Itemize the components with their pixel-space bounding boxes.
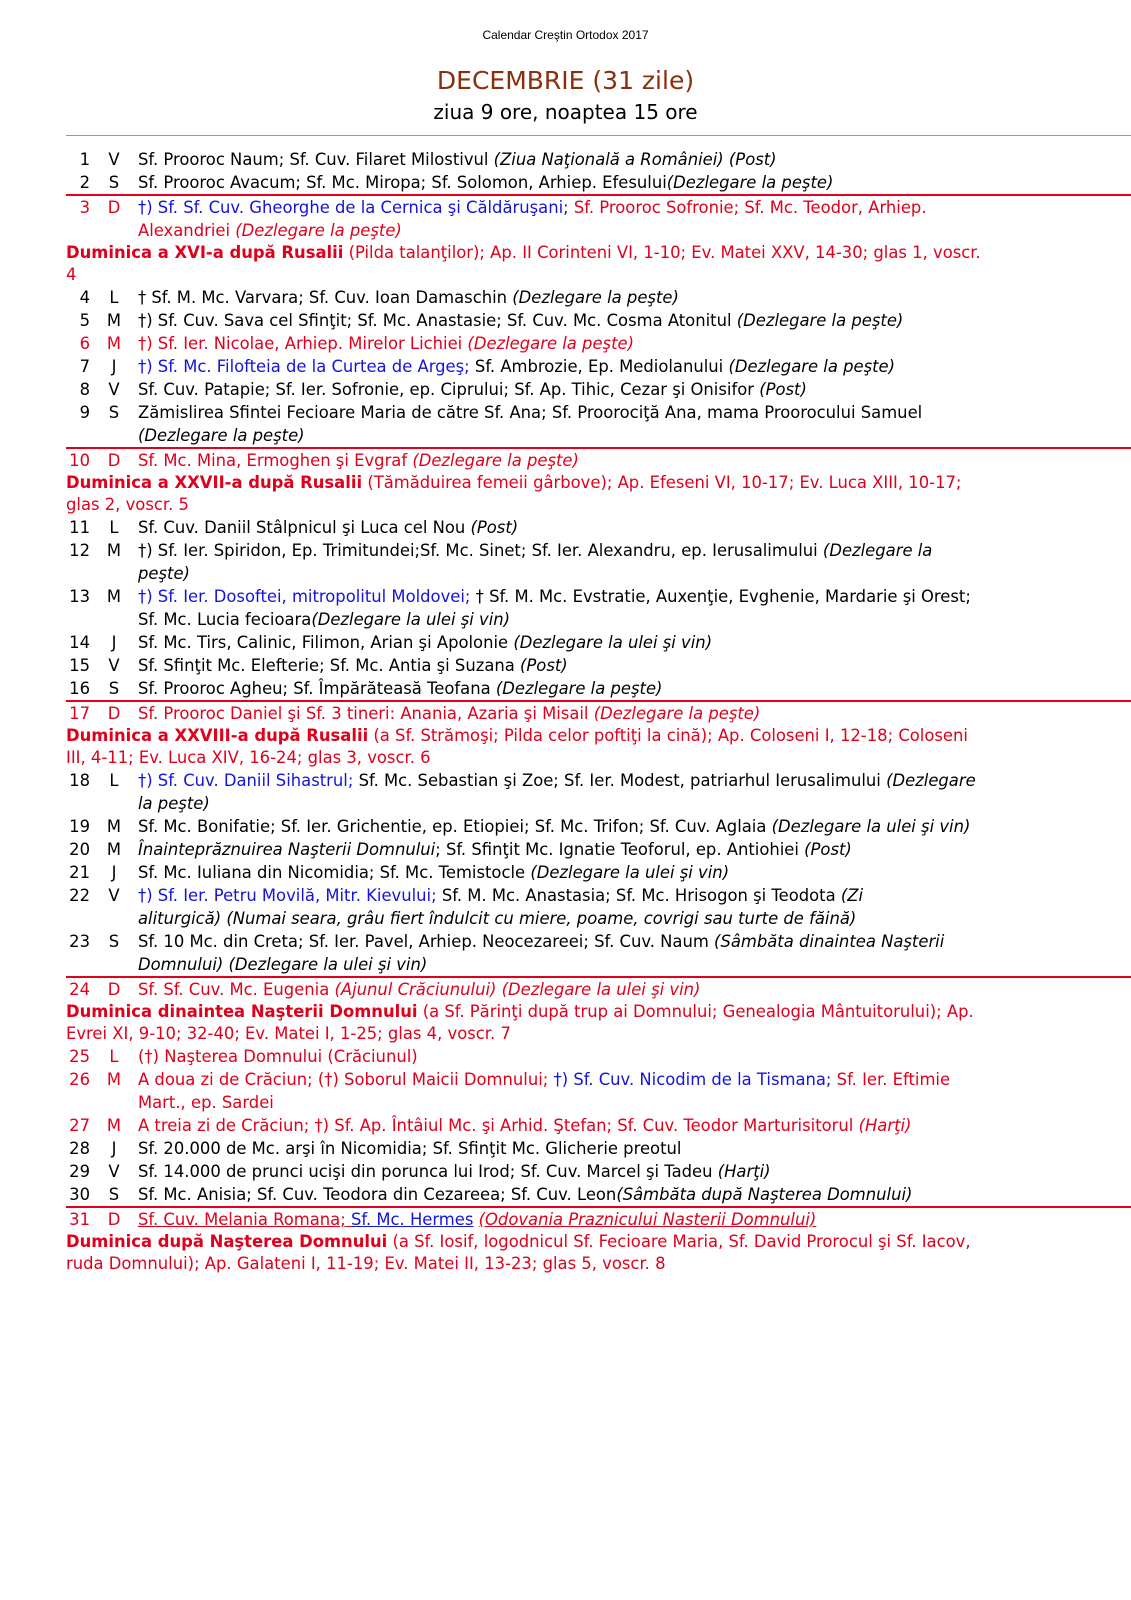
day-line xyxy=(66,355,1131,378)
text-segment: (Harţi) xyxy=(717,1162,771,1181)
day-line xyxy=(66,332,1131,355)
day-of-week: D xyxy=(107,451,121,470)
text-segment: Sf. Prooroc Naum; Sf. Cuv. Filaret Milostivul xyxy=(138,150,494,169)
calendar-day-row xyxy=(66,861,1131,884)
day-saints xyxy=(138,654,568,677)
day-line xyxy=(66,1208,1131,1231)
text-segment: †) Sf. Ier. Spiridon, Ep. Trimitundei;Sf. Mc. Sinet; Sf. Ier. Alexandru, ep. Ierusalimului xyxy=(138,541,823,560)
text-segment: (Dezlegare la peşte) xyxy=(138,426,305,445)
sunday-line xyxy=(66,472,1131,494)
calendar-day-row xyxy=(66,585,1131,631)
text-segment: Sf. 14.000 de prunci ucişi din porunca lui Irod; Sf. Cuv. Marcel şi Tadeu xyxy=(138,1162,718,1181)
day-line xyxy=(66,1045,1131,1068)
calendar-day-row xyxy=(66,1045,1131,1068)
day-number: 14 xyxy=(69,633,90,652)
day-of-week: J xyxy=(111,863,117,882)
day-number: 23 xyxy=(69,932,90,951)
calendar-day-row xyxy=(66,1183,1131,1208)
day-saints xyxy=(138,378,807,401)
month-title: DECEMBRIE (31 zile) xyxy=(436,66,695,95)
day-number: 9 xyxy=(79,403,90,422)
day-saints xyxy=(138,978,700,1001)
day-of-week: L xyxy=(109,771,119,790)
day-saints xyxy=(138,539,932,562)
day-of-week: M xyxy=(106,334,122,353)
calendar-day-row xyxy=(66,516,1131,539)
day-of-week: V xyxy=(108,1162,120,1181)
day-line xyxy=(66,654,1131,677)
day-of-week: M xyxy=(106,311,122,330)
day-saints xyxy=(138,1114,911,1137)
text-segment: (Dezlegare la xyxy=(822,541,933,560)
text-segment: (Dezlegare xyxy=(886,771,976,790)
day-of-week: M xyxy=(106,840,122,859)
day-line xyxy=(66,196,1131,219)
day-line xyxy=(66,884,1131,907)
text-segment: Sf. 20.000 de Mc. arşi în Nicomidia; Sf. Sfinţit Mc. Glicherie preotul xyxy=(138,1139,682,1158)
text-segment: (Ziua Naţională a României) (Post) xyxy=(493,150,777,169)
text-segment: Sf. Sfinţit Mc. Elefterie; Sf. Mc. Antia şi Suzana xyxy=(138,656,521,675)
calendar-day-row xyxy=(66,171,1131,196)
day-line xyxy=(66,702,1131,725)
day-of-week: L xyxy=(109,518,119,537)
text-segment: (Post) xyxy=(520,656,568,675)
text-segment: †) Sf. Cuv. Nicodim de la Tismana; xyxy=(553,1070,832,1089)
day-line xyxy=(66,219,1131,242)
text-segment: Sf. Sf. Cuv. Mc. Eugenia xyxy=(138,980,335,999)
day-line xyxy=(66,148,1131,171)
text-segment: †) Sf. Ier. Dosoftei, mitropolitul Moldovei; xyxy=(138,587,471,606)
day-of-week: S xyxy=(108,1185,120,1204)
calendar-day-row xyxy=(66,769,1131,815)
sunday-line xyxy=(66,242,1131,264)
text-segment: Evrei XI, 9-10; 32-40; Ev. Matei I, 1-25; glas 4, voscr. 7 xyxy=(66,1024,511,1043)
day-of-week: V xyxy=(108,656,120,675)
text-segment: Sf. Prooroc Daniel şi Sf. 3 tineri: Anania, Azaria şi Misail xyxy=(138,704,594,723)
day-number: 8 xyxy=(79,380,90,399)
sunday-line xyxy=(66,1231,1131,1253)
text-segment: †) Sf. Mc. Filofteia de la Curtea de Argeş; xyxy=(138,357,470,376)
text-segment: †) Sf. Ier. Nicolae, Arhiep. Mirelor Lichiei xyxy=(138,334,468,353)
day-line xyxy=(66,815,1131,838)
sunday-line xyxy=(66,264,1131,286)
text-segment: A doua zi de Crăciun; (†) Soborul Maicii Domnului; xyxy=(138,1070,554,1089)
text-segment: Sf. Ier. Eftimie xyxy=(831,1070,951,1089)
text-segment: Sf. Cuv. Daniil Stâlpnicul şi Luca cel Nou xyxy=(138,518,471,537)
text-segment: glas 2, voscr. 5 xyxy=(66,495,189,514)
day-line xyxy=(66,1114,1131,1137)
day-line xyxy=(66,424,1131,447)
calendar-day-row xyxy=(66,539,1131,585)
day-of-week: V xyxy=(108,150,120,169)
day-line xyxy=(66,449,1131,472)
day-of-week: J xyxy=(111,357,117,376)
text-segment: III, 4-11; Ev. Luca XIV, 16-24; glas 3, voscr. 6 xyxy=(66,748,431,767)
calendar-day-row xyxy=(66,1160,1131,1183)
calendar-day-row xyxy=(66,654,1131,677)
day-line xyxy=(66,1160,1131,1183)
text-segment: (Dezlegare la peşte) xyxy=(412,451,579,470)
text-segment: Sf. Mc. Mina, Ermoghen şi Evgraf xyxy=(138,451,413,470)
text-segment: (Pilda talanţilor); Ap. II Corinteni VI, 1-10; Ev. Matei XXV, 14-30; glas 1, voscr. xyxy=(343,243,981,262)
day-line xyxy=(66,1137,1131,1160)
sunday-title: Duminica a XXVIII-a după Rusalii xyxy=(66,726,369,745)
day-of-week: S xyxy=(108,173,120,192)
calendar-day-row xyxy=(66,838,1131,861)
day-line xyxy=(66,907,1131,930)
text-segment: (Dezlegare la peşte) xyxy=(495,679,663,698)
day-of-week: D xyxy=(107,704,121,723)
day-line xyxy=(66,585,1131,608)
calendar-day-row xyxy=(66,449,1131,472)
text-segment: (a Sf. Părinţi după trup ai Domnului; Genealogia Mântuitorului); Ap. xyxy=(417,1002,974,1021)
sunday-readings xyxy=(66,472,1131,516)
day-number: 27 xyxy=(69,1116,90,1135)
day-line xyxy=(66,378,1131,401)
sunday-readings xyxy=(66,725,1131,769)
sunday-line xyxy=(66,725,1131,747)
text-segment: (Dezlegare la peşte) xyxy=(593,704,761,723)
text-segment: Sf. Mc. Tirs, Calinic, Filimon, Arian şi Apolonie xyxy=(138,633,514,652)
text-segment: †) Sf. Sf. Cuv. Gheorghe de la Cernica şi Căldăruşani; xyxy=(138,198,569,217)
calendar-day-row xyxy=(66,702,1131,725)
day-saints xyxy=(138,838,852,861)
day-of-week: M xyxy=(106,541,122,560)
day-number: 28 xyxy=(69,1139,90,1158)
day-line xyxy=(66,838,1131,861)
text-segment: (Dezlegare la peşte) xyxy=(512,288,679,307)
text-segment: (Tămăduirea femeii gârbove); Ap. Efeseni VI, 10-17; Ev. Luca XIII, 10-17; xyxy=(362,473,962,492)
text-segment: (Odovania Praznicului Nasterii Domnului) xyxy=(478,1210,817,1229)
day-saints xyxy=(138,355,895,378)
text-segment: †) Sf. Ier. Petru Movilă, Mitr. Kievului; xyxy=(138,886,437,905)
day-line xyxy=(66,516,1131,539)
day-line xyxy=(66,608,1131,631)
day-line xyxy=(66,631,1131,654)
day-number: 7 xyxy=(79,357,90,376)
text-segment: ruda Domnului); Ap. Galateni I, 11-19; Ev. Matei II, 13-23; glas 5, voscr. 8 xyxy=(66,1254,666,1273)
day-length: ziua 9 ore, noaptea 15 ore xyxy=(433,100,698,124)
calendar-day-row xyxy=(66,378,1131,401)
calendar-day-row xyxy=(66,631,1131,654)
calendar-day-row xyxy=(66,677,1131,702)
day-saints xyxy=(138,401,922,424)
day-number: 22 xyxy=(69,886,90,905)
text-segment: Zămislirea Sfintei Fecioare Maria de către Sf. Ana; Sf. Proorociţă Ana, mama Proorocului Samuel xyxy=(138,403,923,422)
day-of-week: S xyxy=(108,679,120,698)
text-segment: Sf. Cuv. Patapie; Sf. Ier. Sofronie, ep. Ciprului; Sf. Ap. Tihic, Cezar şi Onisifor xyxy=(138,380,760,399)
header-divider xyxy=(66,135,1131,136)
day-saints xyxy=(138,585,971,608)
day-line xyxy=(66,677,1131,700)
text-segment: la peşte) xyxy=(138,794,210,813)
sunday-title: Duminica dinaintea Naşterii Domnului xyxy=(66,1002,418,1021)
text-segment: (Ajunul Crăciunului) (Dezlegare la ulei şi vin) xyxy=(334,980,701,999)
day-number: 15 xyxy=(69,656,90,675)
calendar-list xyxy=(66,148,1131,1275)
text-segment: (Sâmbăta după Naşterea Domnului) xyxy=(616,1185,913,1204)
day-saints xyxy=(138,1068,950,1091)
text-segment: A treia zi de Crăciun; †) Sf. Ap. Întâiul Mc. şi Arhid. Ştefan; Sf. Cuv. Teodor Marturisitorul xyxy=(138,1116,859,1135)
text-segment: (Sâmbăta dinaintea Naşterii xyxy=(714,932,945,951)
calendar-day-row xyxy=(66,1137,1131,1160)
day-line xyxy=(66,309,1131,332)
day-saints xyxy=(138,332,634,355)
text-segment: Sf. Prooroc Avacum; Sf. Mc. Miropa; Sf. Solomon, Arhiep. Efesului xyxy=(138,173,667,192)
day-saints xyxy=(138,148,777,171)
text-segment: (Post) xyxy=(470,518,519,537)
day-of-week: J xyxy=(111,1139,117,1158)
text-segment: Sf. M. Mc. Anastasia; Sf. Mc. Hrisogon şi Teodota xyxy=(436,886,841,905)
day-of-week: J xyxy=(111,633,117,652)
text-segment: ; Sf. Sfinţit Mc. Ignatie Teoforul, ep. Antiohiei xyxy=(435,840,805,859)
day-of-week: L xyxy=(109,288,119,307)
day-saints xyxy=(138,884,863,907)
day-of-week: M xyxy=(106,817,122,836)
calendar-day-row xyxy=(66,1208,1131,1231)
day-of-week: S xyxy=(108,932,120,951)
text-segment: (Dezlegare la ulei şi vin) xyxy=(513,633,713,652)
text-segment: (Dezlegare la peşte) xyxy=(736,311,904,330)
day-line xyxy=(66,562,1131,585)
text-segment: (Dezlegare la peşte) xyxy=(666,173,834,192)
text-segment: (Zi xyxy=(840,886,864,905)
day-saints xyxy=(138,861,729,884)
day-of-week: S xyxy=(108,403,120,422)
calendar-day-row xyxy=(66,355,1131,378)
text-segment: (Post) xyxy=(759,380,807,399)
text-segment: Domnului) (Dezlegare la ulei şi vin) xyxy=(138,955,428,974)
day-line xyxy=(66,1068,1131,1091)
text-segment: Sf. Mc. Lucia fecioara xyxy=(138,610,312,629)
day-number: 20 xyxy=(69,840,90,859)
text-segment: †) Sf. Cuv. Sava cel Sfinţit; Sf. Mc. Anastasie; Sf. Cuv. Mc. Cosma Atonitul xyxy=(138,311,737,330)
day-of-week: M xyxy=(106,1116,122,1135)
day-of-week: V xyxy=(108,380,120,399)
text-segment: aliturgică) (Numai seara, grâu fiert îndulcit cu miere, poame, covrigi sau turte de făină) xyxy=(138,909,857,928)
day-number: 26 xyxy=(69,1070,90,1089)
sunday-title: Duminica după Naşterea Domnului xyxy=(66,1232,388,1251)
text-segment: Sf. Mc. Sebastian şi Zoe; Sf. Ier. Modest, patriarhul Ierusalimului xyxy=(353,771,887,790)
day-saints xyxy=(138,1137,681,1160)
text-segment: † Sf. M. Mc. Evstratie, Auxenţie, Evghenie, Mardarie şi Orest; xyxy=(470,587,971,606)
text-segment: †) Sf. Cuv. Daniil Sihastrul; xyxy=(138,771,354,790)
sunday-title: Duminica a XVI-a după Rusalii xyxy=(66,243,344,262)
day-line xyxy=(66,792,1131,815)
sunday-readings xyxy=(66,1231,1131,1275)
day-number: 11 xyxy=(69,518,90,537)
text-segment: Sf. Mc. Iuliana din Nicomidia; Sf. Mc. Temistocle xyxy=(138,863,531,882)
text-segment: Sf. Mc. Hermes xyxy=(350,1210,474,1229)
day-number: 30 xyxy=(69,1185,90,1204)
calendar-day-row xyxy=(66,286,1131,309)
day-line xyxy=(66,286,1131,309)
day-number: 18 xyxy=(69,771,90,790)
calendar-day-row xyxy=(66,1114,1131,1137)
day-saints xyxy=(138,702,760,725)
calendar-day-row xyxy=(66,401,1131,449)
day-number: 2 xyxy=(79,173,90,192)
document-header: Calendar Creştin Ortodox 2017 xyxy=(482,28,649,42)
day-saints xyxy=(138,677,662,700)
calendar-day-row xyxy=(66,930,1131,978)
day-saints xyxy=(138,449,579,472)
day-line xyxy=(66,539,1131,562)
day-of-week: D xyxy=(107,980,121,999)
text-segment: (a Sf. Strămoşi; Pilda celor poftiţi la cină); Ap. Coloseni I, 12-18; Coloseni xyxy=(368,726,968,745)
day-saints xyxy=(138,1045,418,1068)
text-segment: Alexandriei xyxy=(138,221,236,240)
day-number: 19 xyxy=(69,817,90,836)
sunday-readings xyxy=(66,242,1131,286)
text-segment: Mart., ep. Sardei xyxy=(138,1093,274,1112)
text-segment: (Dezlegare la ulei şi vin) xyxy=(311,610,511,629)
text-segment: Sf. 10 Mc. din Creta; Sf. Ier. Pavel, Arhiep. Neocezareei; Sf. Cuv. Naum xyxy=(138,932,715,951)
day-number: 3 xyxy=(79,198,90,217)
text-segment: (Dezlegare la ulei şi vin) xyxy=(771,817,971,836)
text-segment: Sf. Prooroc Agheu; Sf. Împărăteasă Teofana xyxy=(138,679,496,698)
text-segment: (Dezlegare la peşte) xyxy=(467,334,634,353)
day-number: 6 xyxy=(79,334,90,353)
day-number: 5 xyxy=(79,311,90,330)
day-number: 21 xyxy=(69,863,90,882)
day-line xyxy=(66,930,1131,953)
calendar-day-row xyxy=(66,148,1131,171)
day-line xyxy=(66,401,1131,424)
day-number: 31 xyxy=(69,1210,90,1229)
day-line xyxy=(66,1091,1131,1114)
day-line xyxy=(66,861,1131,884)
day-number: 16 xyxy=(69,679,90,698)
text-segment: (Dezlegare la peşte) xyxy=(235,221,402,240)
calendar-day-row xyxy=(66,332,1131,355)
day-number: 1 xyxy=(79,150,90,169)
text-segment: (Harţi) xyxy=(858,1116,912,1135)
text-segment: † Sf. M. Mc. Varvara; Sf. Cuv. Ioan Damaschin xyxy=(138,288,513,307)
day-saints xyxy=(138,1208,816,1231)
sunday-line xyxy=(66,494,1131,516)
day-saints xyxy=(138,1160,771,1183)
text-segment: (a Sf. Iosif, logodnicul Sf. Fecioare Maria, Sf. David Prorocul şi Sf. Iacov, xyxy=(387,1232,971,1251)
calendar-day-row xyxy=(66,815,1131,838)
day-saints xyxy=(138,286,679,309)
day-line xyxy=(66,769,1131,792)
day-saints xyxy=(138,769,976,792)
text-segment: 4 xyxy=(66,265,77,284)
text-segment: Sf. Prooroc Sofronie; Sf. Mc. Teodor, Arhiep. xyxy=(568,198,927,217)
day-saints xyxy=(138,815,970,838)
day-number: 24 xyxy=(69,980,90,999)
text-segment: Sf. Mc. Bonifatie; Sf. Ier. Grichentie, ep. Etiopiei; Sf. Mc. Trifon; Sf. Cuv. Aglaia xyxy=(138,817,772,836)
day-number: 10 xyxy=(69,451,90,470)
day-saints xyxy=(138,930,944,953)
day-number: 12 xyxy=(69,541,90,560)
calendar-day-row xyxy=(66,978,1131,1001)
sunday-readings xyxy=(66,1001,1131,1045)
day-saints xyxy=(138,631,712,654)
day-line xyxy=(66,1183,1131,1206)
day-of-week: L xyxy=(109,1047,119,1066)
sunday-line xyxy=(66,1001,1131,1023)
sunday-title: Duminica a XXVII-a după Rusalii xyxy=(66,473,363,492)
calendar-day-row xyxy=(66,884,1131,930)
day-saints xyxy=(138,171,833,194)
text-segment: peşte) xyxy=(138,564,190,583)
day-saints xyxy=(138,516,518,539)
sunday-line xyxy=(66,1023,1131,1045)
day-number: 25 xyxy=(69,1047,90,1066)
day-of-week: V xyxy=(108,886,120,905)
day-saints xyxy=(138,309,903,332)
calendar-day-row xyxy=(66,1068,1131,1114)
text-segment: (Post) xyxy=(804,840,852,859)
text-segment: Înainteprăznuirea Naşterii Domnului xyxy=(138,840,436,859)
sunday-line xyxy=(66,1253,1131,1275)
day-number: 13 xyxy=(69,587,90,606)
calendar-day-row xyxy=(66,196,1131,242)
day-line xyxy=(66,953,1131,976)
day-number: 29 xyxy=(69,1162,90,1181)
calendar-day-row xyxy=(66,309,1131,332)
text-segment: (Dezlegare la ulei şi vin) xyxy=(530,863,730,882)
day-saints xyxy=(138,1183,912,1206)
text-segment: Sf. Cuv. Melania Romana; xyxy=(138,1210,351,1229)
day-line xyxy=(66,171,1131,194)
text-segment: Sf. Mc. Anisia; Sf. Cuv. Teodora din Cezareea; Sf. Cuv. Leon xyxy=(138,1185,617,1204)
day-of-week: M xyxy=(106,1070,122,1089)
day-of-week: D xyxy=(107,198,121,217)
sunday-line xyxy=(66,747,1131,769)
day-number: 17 xyxy=(69,704,90,723)
text-segment: (†) Naşterea Domnului (Crăciunul) xyxy=(138,1047,418,1066)
day-number: 4 xyxy=(79,288,90,307)
day-of-week: M xyxy=(106,587,122,606)
text-segment: (Dezlegare la peşte) xyxy=(728,357,896,376)
day-line xyxy=(66,978,1131,1001)
day-of-week: D xyxy=(107,1210,121,1229)
day-saints xyxy=(138,196,927,219)
text-segment: Sf. Ambrozie, Ep. Mediolanului xyxy=(469,357,729,376)
